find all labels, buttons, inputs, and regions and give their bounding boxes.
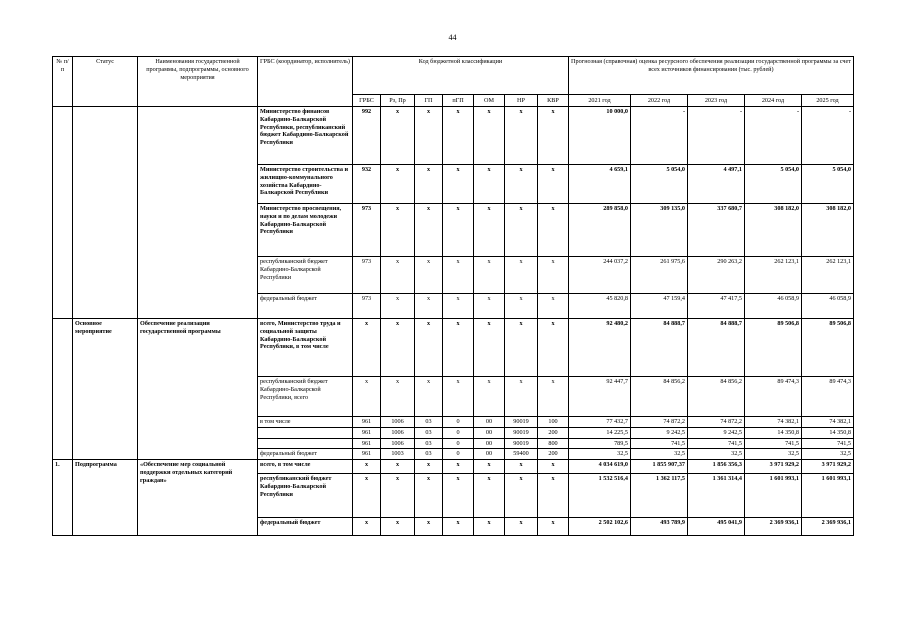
budget-table (52, 56, 854, 536)
cell-code: х (474, 165, 505, 204)
cell-code: х (443, 474, 474, 518)
cell-amount: 84 856,2 (688, 377, 745, 417)
cell-code: 00 (474, 417, 505, 428)
cell-amount: 289 858,0 (569, 204, 631, 257)
cell-code: х (443, 165, 474, 204)
cell-code: 00 (474, 438, 505, 449)
cell-code: х (443, 319, 474, 377)
cell-amount: - (688, 107, 745, 165)
cell-name: Обеспечение реализации государственной программы (138, 319, 258, 460)
cell-code: х (538, 107, 569, 165)
cell-code: х (353, 377, 381, 417)
cell-code: х (474, 294, 505, 319)
cell-code: х (505, 107, 538, 165)
cell-amount: 46 058,9 (745, 294, 802, 319)
header-year: 2021 год (569, 95, 631, 107)
cell-code: 961 (353, 449, 381, 460)
cell-code: 100 (538, 417, 569, 428)
cell-amount: 493 789,9 (631, 518, 688, 536)
cell-code: х (505, 319, 538, 377)
cell-code: 961 (353, 427, 381, 438)
cell-code: 03 (415, 427, 443, 438)
header-grbs: ГРБС (координатор, исполнитель) (258, 57, 353, 107)
cell-amount: 3 971 929,2 (802, 460, 854, 474)
cell-amount: 74 382,1 (745, 417, 802, 428)
cell-code: х (443, 257, 474, 294)
cell-code: х (353, 474, 381, 518)
cell-code: 1006 (381, 438, 415, 449)
cell-code: х (474, 204, 505, 257)
cell-code: х (415, 460, 443, 474)
cell-code: х (415, 107, 443, 165)
header-forecast-group: Прогнозная (справочная) оценка ресурсного обеспечения реализации государственной программы за счет всех источников финансирования (тыс. рублей) (569, 57, 854, 95)
cell-grbs: Министерство просвещения, науки и по делам молодежи Кабардино-Балкарской Республики (258, 204, 353, 257)
cell-code: х (381, 518, 415, 536)
cell-num (53, 319, 73, 460)
cell-amount: 32,5 (802, 449, 854, 460)
page-number: 44 (448, 33, 457, 42)
cell-amount: 10 000,0 (569, 107, 631, 165)
header-code: пГП (443, 95, 474, 107)
cell-code: х (474, 460, 505, 474)
cell-code: х (443, 107, 474, 165)
cell-code: х (415, 319, 443, 377)
cell-grbs: республиканский бюджет Кабардино-Балкарской Республики, всего (258, 377, 353, 417)
cell-code: 90019 (505, 427, 538, 438)
cell-code: х (415, 474, 443, 518)
cell-code: 200 (538, 449, 569, 460)
cell-name: «Обеспечение мер социальной поддержки отдельных категорий граждан» (138, 460, 258, 536)
cell-code: х (538, 319, 569, 377)
cell-code: 973 (353, 257, 381, 294)
header-code: НР (505, 95, 538, 107)
cell-amount: 47 159,4 (631, 294, 688, 319)
cell-code: 932 (353, 165, 381, 204)
cell-code: х (381, 460, 415, 474)
cell-amount: 741,5 (745, 438, 802, 449)
cell-amount: 244 037,2 (569, 257, 631, 294)
cell-code: х (474, 377, 505, 417)
cell-amount: 308 182,0 (745, 204, 802, 257)
header-year: 2024 год (745, 95, 802, 107)
cell-amount: 89 474,3 (802, 377, 854, 417)
cell-amount: 5 054,0 (631, 165, 688, 204)
cell-amount: 45 820,8 (569, 294, 631, 319)
cell-amount: 5 054,0 (802, 165, 854, 204)
cell-code: 03 (415, 438, 443, 449)
cell-amount: 3 971 929,2 (745, 460, 802, 474)
cell-code: 0 (443, 449, 474, 460)
cell-code: х (381, 257, 415, 294)
cell-code: 200 (538, 427, 569, 438)
cell-amount: 32,5 (745, 449, 802, 460)
cell-code: х (538, 518, 569, 536)
cell-code: х (353, 460, 381, 474)
cell-code: х (353, 319, 381, 377)
cell-code: 1006 (381, 427, 415, 438)
cell-code: 0 (443, 438, 474, 449)
header-code-group: Код бюджетной классификации (353, 57, 569, 95)
cell-amount: 89 506,8 (802, 319, 854, 377)
cell-amount: 9 242,5 (631, 427, 688, 438)
header-code: ГРБС (353, 95, 381, 107)
cell-code: х (538, 474, 569, 518)
cell-code: х (381, 474, 415, 518)
cell-grbs: федеральный бюджет (258, 518, 353, 536)
cell-code: 1003 (381, 449, 415, 460)
cell-code: х (443, 460, 474, 474)
cell-grbs: федеральный бюджет (258, 294, 353, 319)
cell-amount: - (745, 107, 802, 165)
cell-code: х (505, 518, 538, 536)
cell-amount: 14 225,5 (569, 427, 631, 438)
cell-code: х (381, 107, 415, 165)
cell-grbs: в том числе (258, 417, 353, 428)
cell-code: 59400 (505, 449, 538, 460)
cell-num: 1. (53, 460, 73, 536)
cell-code: х (415, 377, 443, 417)
cell-code: 00 (474, 449, 505, 460)
cell-code: х (381, 377, 415, 417)
cell-amount: 308 182,0 (802, 204, 854, 257)
cell-amount: 14 350,8 (745, 427, 802, 438)
cell-amount: 5 054,0 (745, 165, 802, 204)
cell-code: х (474, 107, 505, 165)
cell-code: х (538, 165, 569, 204)
cell-code: х (381, 204, 415, 257)
header-code: ГП (415, 95, 443, 107)
cell-amount: 261 975,6 (631, 257, 688, 294)
cell-code: х (443, 204, 474, 257)
cell-code: 973 (353, 294, 381, 319)
cell-code: х (474, 319, 505, 377)
cell-code: х (505, 460, 538, 474)
cell-grbs: Министерство финансов Кабардино-Балкарской Республики, республиканский бюджет Кабардино-Балкарской Республики (258, 107, 353, 165)
cell-amount: 262 123,1 (745, 257, 802, 294)
cell-grbs: республиканский бюджет Кабардино-Балкарской Республики (258, 474, 353, 518)
header-status: Статус (73, 57, 138, 107)
cell-amount: 47 417,5 (688, 294, 745, 319)
cell-code: 03 (415, 449, 443, 460)
cell-amount: 32,5 (688, 449, 745, 460)
cell-amount: 74 872,2 (631, 417, 688, 428)
table-row (53, 107, 854, 165)
cell-num (53, 107, 73, 319)
cell-amount: 1 601 993,1 (745, 474, 802, 518)
cell-amount: 14 350,8 (802, 427, 854, 438)
cell-amount: 4 497,1 (688, 165, 745, 204)
cell-amount: 2 369 936,1 (802, 518, 854, 536)
cell-grbs: всего, Министерство труда и социальной защиты Кабардино-Балкарской Республики, в том числе (258, 319, 353, 377)
cell-code: х (415, 257, 443, 294)
cell-code: 0 (443, 427, 474, 438)
cell-amount: 84 888,7 (631, 319, 688, 377)
cell-code: х (474, 518, 505, 536)
cell-amount: 1 532 516,4 (569, 474, 631, 518)
cell-amount: 290 263,2 (688, 257, 745, 294)
cell-amount: 74 382,1 (802, 417, 854, 428)
header-name: Наименования государственной программы, подпрограммы, основного мероприятия (138, 57, 258, 107)
cell-amount: 89 474,3 (745, 377, 802, 417)
cell-code: х (505, 474, 538, 518)
cell-code: х (505, 294, 538, 319)
cell-amount: 1 362 117,5 (631, 474, 688, 518)
cell-code: х (443, 377, 474, 417)
cell-code: 00 (474, 427, 505, 438)
cell-status (73, 107, 138, 319)
cell-amount: 1 855 907,37 (631, 460, 688, 474)
table-row (53, 319, 854, 377)
cell-amount: 1 361 314,4 (688, 474, 745, 518)
cell-code: х (415, 204, 443, 257)
cell-code: х (443, 294, 474, 319)
cell-code: х (505, 377, 538, 417)
table-row (53, 460, 854, 474)
cell-code: х (353, 518, 381, 536)
cell-code: х (381, 165, 415, 204)
cell-status: Подпрограмма (73, 460, 138, 536)
cell-amount: 495 041,9 (688, 518, 745, 536)
cell-grbs: федеральный бюджет (258, 449, 353, 460)
header-code: КВР (538, 95, 569, 107)
cell-grbs: Министерство строительства и жилищно-коммунального хозяйства Кабардино-Балкарской Республики (258, 165, 353, 204)
cell-code: х (538, 294, 569, 319)
cell-amount: 741,5 (688, 438, 745, 449)
cell-amount: 46 058,9 (802, 294, 854, 319)
cell-code: 992 (353, 107, 381, 165)
header-code: Рз, Пр (381, 95, 415, 107)
cell-amount: 92 480,2 (569, 319, 631, 377)
cell-amount: 4 034 619,0 (569, 460, 631, 474)
cell-amount: 32,5 (631, 449, 688, 460)
cell-code: х (415, 165, 443, 204)
cell-amount: 741,5 (631, 438, 688, 449)
cell-amount: 84 856,2 (631, 377, 688, 417)
header-year: 2022 год (631, 95, 688, 107)
cell-amount: 92 447,7 (569, 377, 631, 417)
cell-amount: 309 135,0 (631, 204, 688, 257)
cell-amount: 32,5 (569, 449, 631, 460)
cell-amount: 84 888,7 (688, 319, 745, 377)
cell-code: 961 (353, 438, 381, 449)
cell-code: х (474, 257, 505, 294)
cell-amount: 789,5 (569, 438, 631, 449)
cell-amount: 9 242,5 (688, 427, 745, 438)
cell-code: 90019 (505, 417, 538, 428)
header-num: № п/п (53, 57, 73, 107)
cell-amount: 4 659,1 (569, 165, 631, 204)
cell-amount: 2 369 936,1 (745, 518, 802, 536)
cell-amount: 74 872,2 (688, 417, 745, 428)
cell-code: х (538, 460, 569, 474)
cell-grbs: всего, в том числе (258, 460, 353, 474)
header-year: 2025 год (802, 95, 854, 107)
cell-code: 0 (443, 417, 474, 428)
cell-code: 800 (538, 438, 569, 449)
cell-status: Основное мероприятие (73, 319, 138, 460)
cell-code: х (538, 257, 569, 294)
cell-amount: 741,5 (802, 438, 854, 449)
cell-grbs (258, 427, 353, 438)
cell-amount: 337 680,7 (688, 204, 745, 257)
cell-amount: - (631, 107, 688, 165)
cell-amount: 89 506,8 (745, 319, 802, 377)
cell-code: х (505, 204, 538, 257)
cell-code: х (415, 518, 443, 536)
cell-code: х (538, 204, 569, 257)
cell-amount: 1 601 993,1 (802, 474, 854, 518)
cell-code: х (505, 165, 538, 204)
cell-name (138, 107, 258, 319)
header-code: ОМ (474, 95, 505, 107)
cell-amount: 2 502 102,6 (569, 518, 631, 536)
cell-code: х (538, 377, 569, 417)
cell-grbs: республиканский бюджет Кабардино-Балкарской Республики (258, 257, 353, 294)
cell-amount: 77 432,7 (569, 417, 631, 428)
cell-amount: - (802, 107, 854, 165)
cell-code: х (474, 474, 505, 518)
header-year: 2023 год (688, 95, 745, 107)
cell-code: х (381, 294, 415, 319)
cell-code: х (443, 518, 474, 536)
cell-amount: 262 123,1 (802, 257, 854, 294)
cell-grbs (258, 438, 353, 449)
cell-code: 1006 (381, 417, 415, 428)
cell-code: х (381, 319, 415, 377)
cell-code: х (505, 257, 538, 294)
cell-code: х (415, 294, 443, 319)
cell-code: 973 (353, 204, 381, 257)
cell-code: 03 (415, 417, 443, 428)
cell-code: 961 (353, 417, 381, 428)
cell-amount: 1 856 356,3 (688, 460, 745, 474)
cell-code: 90019 (505, 438, 538, 449)
